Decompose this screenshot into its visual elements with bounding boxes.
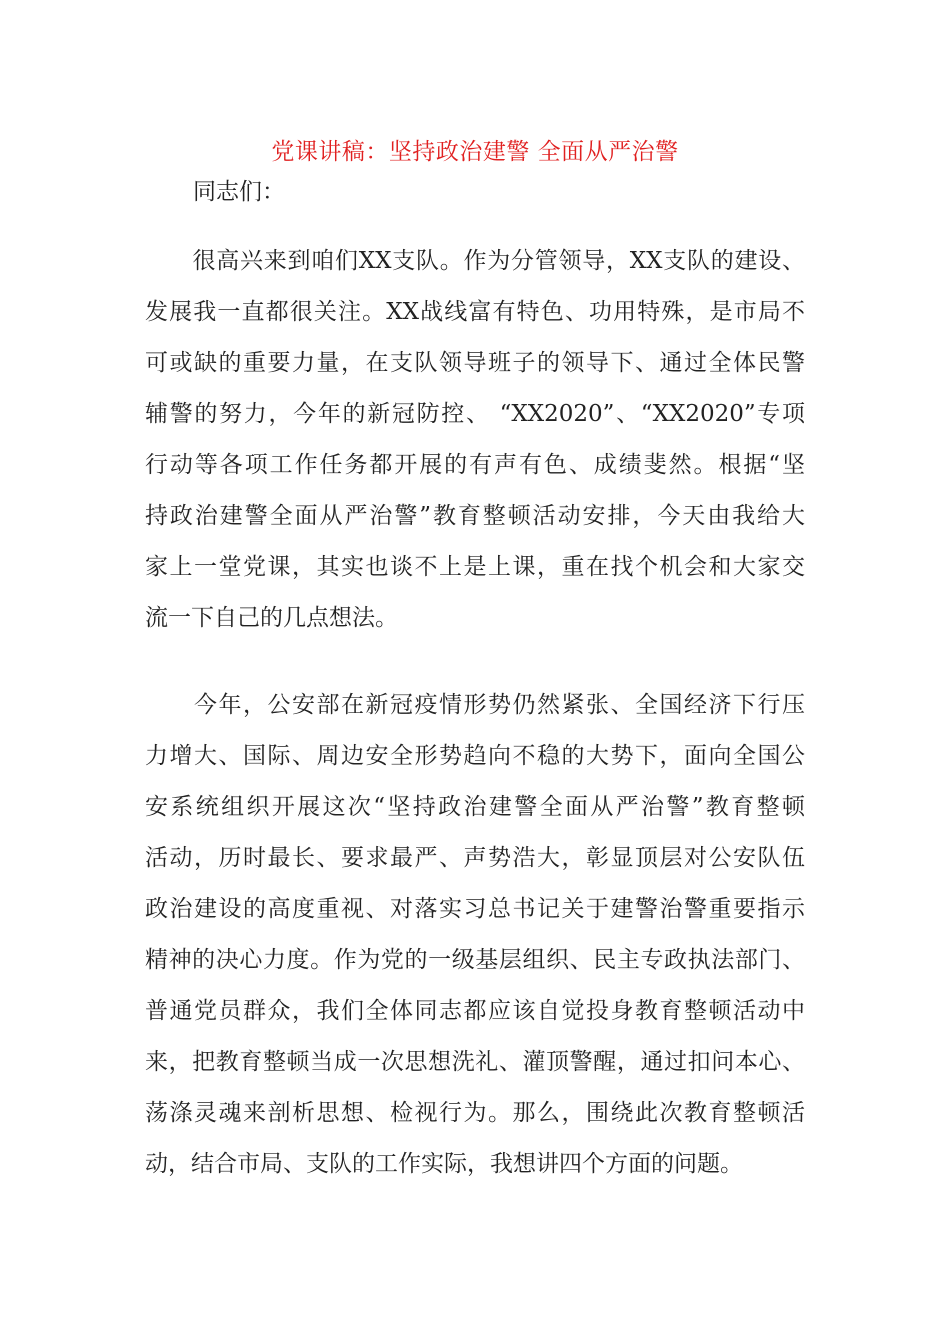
paragraph-line: 来，把教育整顿当成一次思想洗礼、灌顶警醒，通过扣问本心、	[145, 1049, 805, 1075]
document-title: 党课讲稿：坚持政治建警 全面从严治警	[271, 139, 679, 165]
paragraph-line: 安系统组织开展这次“坚持政治建警全面从严治警”教育整顿	[145, 794, 805, 820]
paragraph-line: 行动等各项工作任务都开展的有声有色、成绩斐然。根据“坚	[145, 452, 805, 478]
paragraph-line: 发展我一直都很关注。XX战线富有特色、功用特殊，是市局不	[145, 299, 805, 325]
paragraph-line: 辅警的努力，今年的新冠防控、 “XX2020”、“XX2020”专项	[145, 401, 805, 427]
paragraph-line: 持政治建警全面从严治警”教育整顿活动安排，今天由我给大	[145, 503, 805, 529]
paragraph-line: 普通党员群众，我们全体同志都应该自觉投身教育整顿活动中	[145, 998, 805, 1024]
paragraph-line: 今年，公安部在新冠疫情形势仍然紧张、全国经济下行压	[145, 692, 805, 718]
paragraph-line: 可或缺的重要力量，在支队领导班子的领导下、通过全体民警	[145, 350, 805, 376]
salutation: 同志们：	[193, 179, 285, 205]
paragraph-1	[145, 236, 805, 644]
paragraph-line: 政治建设的高度重视、对落实习总书记关于建警治警重要指示	[145, 896, 805, 922]
paragraph-line: 精神的决心力度。作为党的一级基层组织、民主专政执法部门、	[145, 947, 805, 973]
paragraph-line: 荡涤灵魂来剖析思想、检视行为。那么，围绕此次教育整顿活	[145, 1100, 805, 1126]
paragraph-line: 很高兴来到咱们XX支队。作为分管领导，XX支队的建设、	[145, 248, 805, 274]
paragraph-line: 流一下自己的几点想法。	[145, 605, 398, 631]
paragraph-line: 活动，历时最长、要求最严、声势浩大，彰显顶层对公安队伍	[145, 845, 805, 871]
paragraph-line: 家上一堂党课，其实也谈不上是上课，重在找个机会和大家交	[145, 554, 805, 580]
paragraph-line: 动，结合市局、支队的工作实际，我想讲四个方面的问题。	[145, 1151, 743, 1177]
paragraph-line: 力增大、国际、周边安全形势趋向不稳的大势下，面向全国公	[145, 743, 805, 769]
paragraph-2	[145, 680, 805, 1190]
